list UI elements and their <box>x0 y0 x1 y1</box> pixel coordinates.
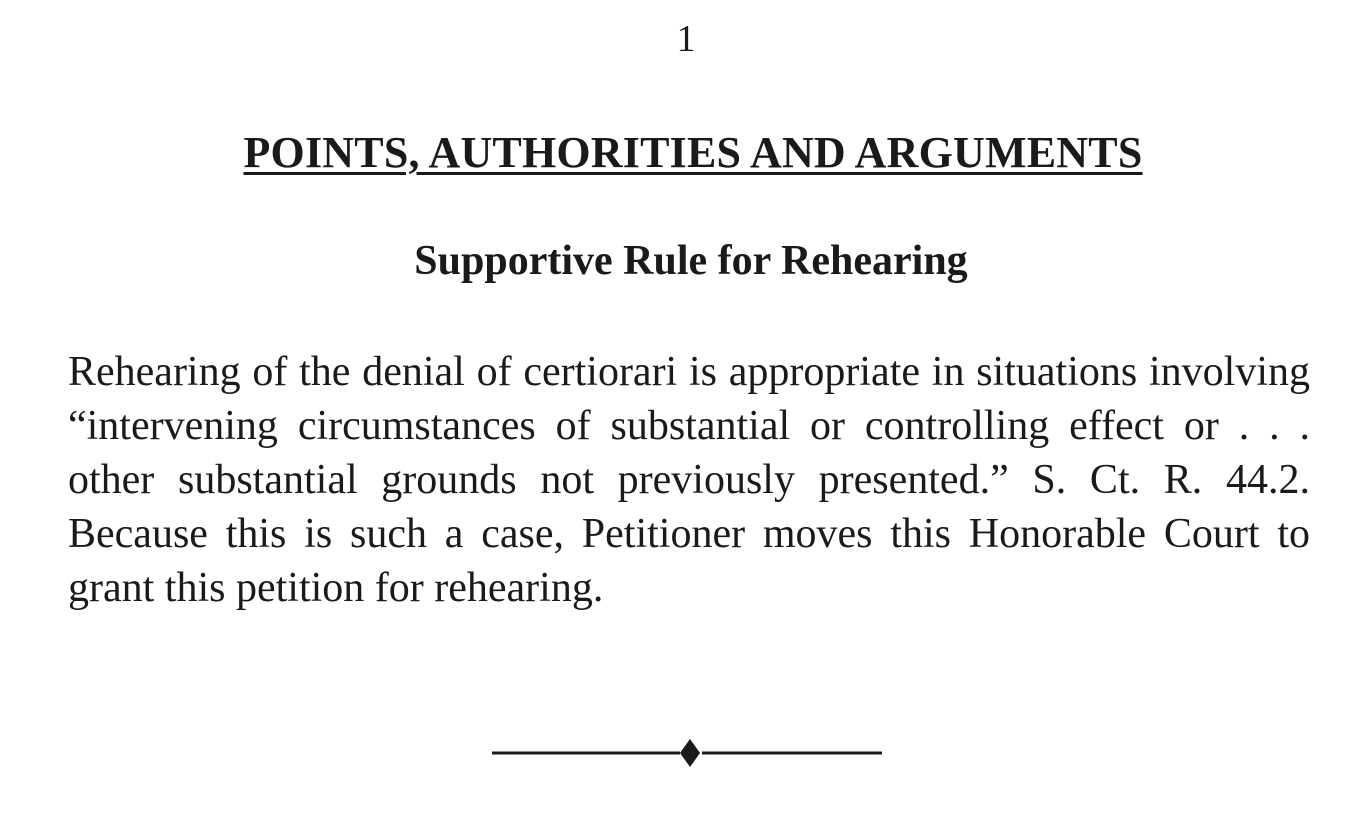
divider-diamond <box>680 739 700 767</box>
sub-heading: Supportive Rule for Rehearing <box>414 238 968 284</box>
page-number: 1 <box>676 18 696 60</box>
section-heading: POINTS, AUTHORITIES AND ARGUMENTS <box>243 128 1143 177</box>
body-paragraph: Rehearing of the denial of certiorari is appropriate in situations involving “intervening circumstances of substantial or controlling effect or . . . other substantial grounds not previously presented.” S. Ct. R. 44.2. Because this is such a case, Petitioner moves this Honorable Court to grant this petition for rehearing. <box>68 349 1310 611</box>
diamond-divider-icon <box>490 735 890 771</box>
